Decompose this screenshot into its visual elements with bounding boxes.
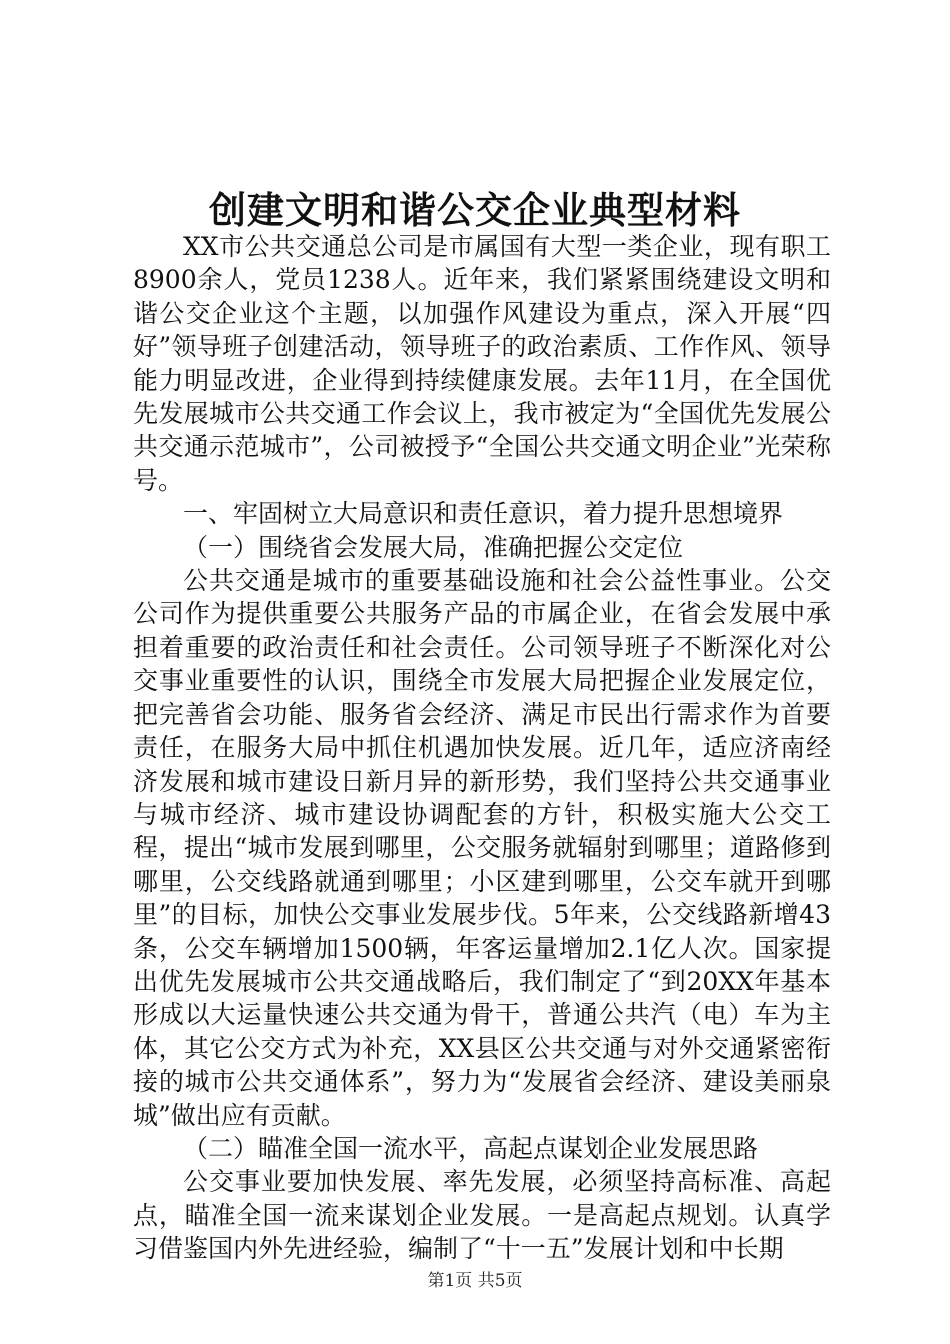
subsection-heading-2: （二）瞄准全国一流水平，高起点谋划企业发展思路 — [183, 1133, 759, 1163]
paragraph-intro: XX市公共交通总公司是市属国有大型一类企业，现有职工8900余人，党员1238人。近年来，我们紧紧围绕建设文明和谐公交企业这个主题，以加强作风建设为重点，深入开展“四好”领导班子创建活动，领导班子的政治素质、工作作风、领导能力明显改进，企业得到持续健康发展。去年11月，在全国优先发展城市公共交通工作会议上，我市被定为“全国优先发展公共交通示范城市”，公司被授予“全国公共交通文明企业”光荣称号。 — [133, 232, 831, 495]
paragraph-development: 公交事业要加快发展、率先发展，必须坚持高标准、高起点，瞄准全国一流来谋划企业发展。一是高起点规划。认真学习借鉴国内外先进经验，编制了“十一五”发展计划和中长期 — [133, 1167, 831, 1264]
page-number-footer: 第1页 共5页 — [427, 1271, 523, 1291]
document-body — [133, 230, 831, 1266]
subsection-heading-1: （一）围绕省会发展大局，准确把握公交定位 — [183, 532, 684, 562]
document-title: 创建文明和谐公交企业典型材料 — [209, 188, 741, 232]
section-heading-1: 一、牢固树立大局意识和责任意识，着力提升思想境界 — [183, 499, 784, 529]
paragraph-public-transport: 公共交通是城市的重要基础设施和社会公益性事业。公交公司作为提供重要公共服务产品的市属企业，在省会发展中承担着重要的政治责任和社会责任。公司领导班子不断深化对公交事业重要性的认识，围绕全市发展大局把握企业发展定位，把完善省会功能、服务省会经济、满足市民出行需求作为首要责任，在服务大局中抓住机遇加快发展。近几年，适应济南经济发展和城市建设日新月异的新形势，我们坚持公共交通事业与城市经济、城市建设协调配套的方针，积极实施大公交工程，提出“城市发展到哪里，公交服务就辐射到哪里；道路修到哪里，公交线路就通到哪里；小区建到哪里，公交车就开到哪里”的目标，加快公交事业发展步伐。5年来，公交线路新增43条，公交车辆增加1500辆，年客运量增加2.1亿人次。国家提出优先发展城市公共交通战略后，我们制定了“到20XX年基本形成以大运量快速公共交通为骨干，普通公共汽（电）车为主体，其它公交方式为补充，XX县区公共交通与对外交通紧密衔接的城市公共交通体系”，努力为“发展省会经济、建设美丽泉城”做出应有贡献。 — [133, 566, 831, 1130]
